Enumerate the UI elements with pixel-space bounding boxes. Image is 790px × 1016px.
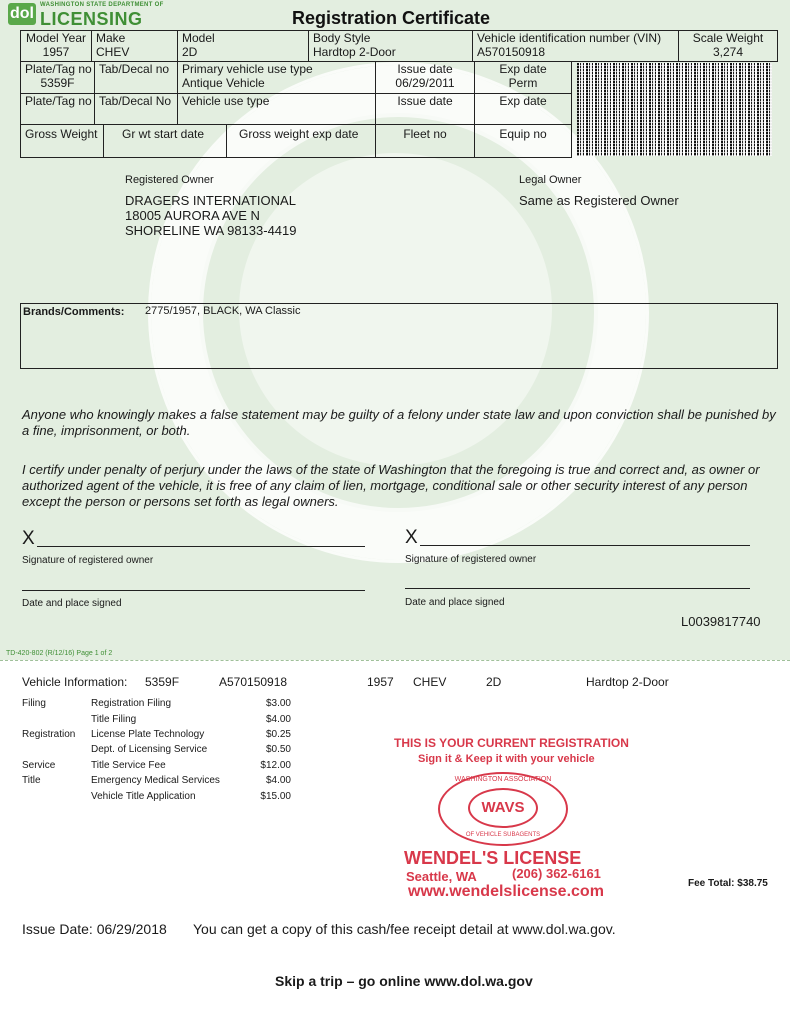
barcode (577, 63, 772, 156)
gross-exp-cell: Gross weight exp date (226, 124, 376, 158)
fee-amount: $4.00 (265, 714, 291, 725)
brands-comments-box (20, 303, 778, 369)
scale-weight-cell: Scale Weight 3,274 (678, 30, 778, 62)
fee-item: Vehicle Title Application (91, 791, 196, 802)
receipt-model: 2D (486, 675, 502, 689)
fee-category: Title (22, 775, 41, 786)
wavs-seal-stamp: WASHINGTON ASSOCIATION WAVS OF VEHICLE SUBAGENTS (438, 772, 568, 846)
fee-amount: $3.00 (265, 698, 291, 709)
receipt-plate: 5359F (145, 675, 180, 689)
fee-item: Title Service Fee (91, 760, 166, 771)
owner-sign-x: X (22, 528, 35, 549)
agent-signature-line[interactable] (420, 545, 750, 546)
issue-date: 06/29/2011 (395, 76, 455, 90)
receipt-body: Hardtop 2-Door (586, 675, 669, 689)
stamp-phone: (206) 362-6161 (512, 866, 601, 881)
brands-value: 2775/1957, BLACK, WA Classic (145, 305, 301, 317)
fee-amount: $15.00 (260, 791, 291, 802)
copy-note: You can get a copy of this cash/fee receipt detail at www.dol.wa.gov. (193, 921, 616, 937)
exp-date: Perm (508, 76, 538, 90)
logo-dept: WASHINGTON STATE DEPARTMENT OF (40, 2, 164, 8)
owner-signature-label: Signature of registered owner (22, 555, 154, 566)
legal-owner-label: Legal Owner (519, 174, 582, 186)
equip-cell: Equip no (474, 124, 572, 158)
use-type-cell: Primary vehicle use type Antique Vehicle (177, 61, 376, 94)
fee-item: Registration Filing (91, 698, 172, 709)
gross-weight-cell: Gross Weight (20, 124, 104, 158)
tab2-cell: Tab/Decal No (94, 93, 178, 125)
perforation-line (0, 660, 790, 661)
logo-name: LICENSING (40, 9, 143, 29)
tab-cell: Tab/Decal no (94, 61, 178, 94)
receipt-vin: A570150918 (219, 675, 288, 689)
legal-owner-value: Same as Registered Owner (519, 193, 679, 208)
receipt-year: 1957 (367, 675, 394, 689)
receipt-issue-date: Issue Date: 06/29/2018 (22, 921, 167, 937)
plate2-cell: Plate/Tag no (20, 93, 95, 125)
model-year: 1957 (42, 45, 70, 59)
issue2-cell: Issue date (375, 93, 475, 125)
scale-weight: 3,274 (712, 45, 744, 59)
body-style-cell: Body Style Hardtop 2-Door (308, 30, 473, 62)
owner-signature-line[interactable] (37, 546, 365, 547)
plate-cell: Plate/Tag no 5359F (20, 61, 95, 94)
fee-amount: $0.50 (265, 744, 291, 755)
fee-amount: $0.25 (265, 729, 291, 740)
fee-amount: $12.00 (260, 760, 291, 771)
registered-owner-label: Registered Owner (125, 174, 214, 186)
exp2-cell: Exp date (474, 93, 572, 125)
dol-logo (8, 2, 178, 28)
vehicle-info-label: Vehicle Information: (22, 675, 128, 689)
owner-line-3: SHORELINE WA 98133-4419 (125, 223, 297, 238)
agent-signature-label: Signature of registered owner (405, 554, 537, 565)
document-title: Registration Certificate (292, 8, 491, 28)
stamp-sign-keep: Sign it & Keep it with your vehicle (418, 753, 595, 765)
owner-date-line[interactable] (22, 590, 365, 591)
fee-category: Service (22, 760, 56, 771)
document-number: L0039817740 (681, 614, 761, 629)
owner-line-2: 18005 AURORA AVE N (125, 208, 260, 223)
fee-item: Emergency Medical Services (91, 775, 220, 786)
model-year-cell: Model Year 1957 (20, 30, 92, 62)
make: CHEV (96, 45, 130, 59)
fee-item: Dept. of Licensing Service (91, 744, 208, 755)
model-cell: Model 2D (177, 30, 309, 62)
issue-date-cell: Issue date 06/29/2011 (375, 61, 475, 94)
fee-total: Fee Total: $38.75 (688, 878, 768, 889)
agent-sign-x: X (405, 527, 418, 548)
gr-start-cell: Gr wt start date (103, 124, 227, 158)
fee-item: License Plate Technology (91, 729, 205, 740)
stamp-company: WENDEL'S LICENSE (404, 848, 582, 868)
fee-category: Registration (22, 729, 76, 740)
owner-date-label: Date and place signed (22, 598, 122, 609)
warning-text: Anyone who knowingly makes a false statement may be guilty of a felony under state law and upon conviction shall be punished by a fine, imprisonment, or both. (22, 407, 776, 438)
fleet-cell: Fleet no (375, 124, 475, 158)
stamp-city: Seattle, WA (406, 869, 477, 884)
body-style: Hardtop 2-Door (313, 45, 396, 59)
form-number: TD-420-802 (R/12/16) Page 1 of 2 (6, 650, 113, 657)
fee-item: Title Filing (91, 714, 137, 725)
fee-amount: $4.00 (265, 775, 291, 786)
make-cell: Make CHEV (91, 30, 178, 62)
owner-line-1: DRAGERS INTERNATIONAL (125, 193, 296, 208)
fee-category: Filing (22, 698, 46, 709)
use-type: Antique Vehicle (182, 76, 265, 90)
use-type2-cell: Vehicle use type (177, 93, 376, 125)
exp-date-cell: Exp date Perm (474, 61, 572, 94)
receipt-make: CHEV (413, 675, 447, 689)
skip-trip-note: Skip a trip – go online www.dol.wa.gov (275, 973, 533, 989)
stamp-current-registration: THIS IS YOUR CURRENT REGISTRATION (394, 736, 629, 750)
brands-label: Brands/Comments: (23, 306, 125, 318)
stamp-website: www.wendelslicense.com (408, 883, 604, 900)
vin-cell: Vehicle identification number (VIN) A570150918 (472, 30, 679, 62)
certify-text: I certify under penalty of perjury under the laws of the state of Washington that the foregoing is true and correct and, as owner or authorized agent of the vehicle, it is free of any claim of lien, mortgage, conditional sale or other security interest of any person except the person or persons set forth as legal owners. (22, 462, 760, 509)
agent-date-line[interactable] (405, 588, 750, 589)
vin: A570150918 (477, 45, 546, 59)
agent-date-label: Date and place signed (405, 597, 505, 608)
plate: 5359F (40, 76, 75, 90)
model: 2D (182, 45, 198, 59)
logo-mark: dol (8, 3, 36, 25)
